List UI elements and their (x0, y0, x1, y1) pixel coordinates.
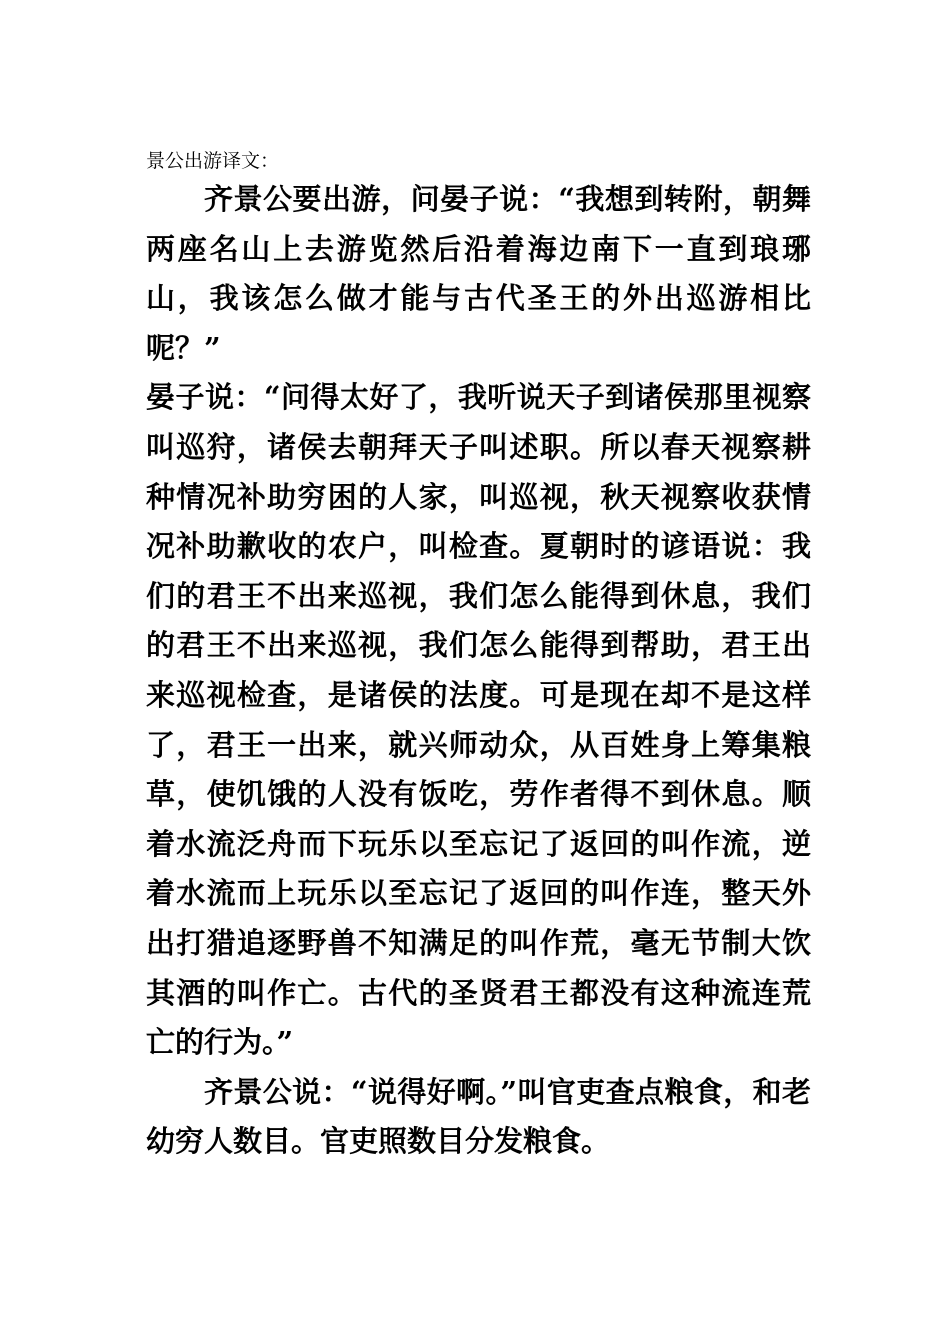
paragraph-jinggong-question: 齐景公要出游，问晏子说：“我想到转附，朝舞两座名山上去游览然后沿着海边南下一直到琅琊山，我该怎么做才能与古代圣王的外出巡游相比呢？” (146, 182, 811, 365)
paragraph-yanzi-answer: 晏子说：“问得太好了，我听说天子到诸侯那里视察叫巡狩，诸侯去朝拜天子叫述职。所以春天视察耕种情况补助穷困的人家，叫巡视，秋天视察收获情况补助歉收的农户，叫检查。夏朝时的谚语说：我们的君王不出来巡视，我们怎么能得到休息，我们的君王不出来巡视，我们怎么能得到帮助，君王出来巡视检查，是诸侯的法度。可是现在却不是这样了，君王一出来，就兴师动众，从百姓身上筹集粮草，使饥饿的人没有饭吃，劳作者得不到休息。顺着水流泛舟而下玩乐以至忘记了返回的叫作流，逆着水流而上玩乐以至忘记了返回的叫作连，整天外出打猎追逐野兽不知满足的叫作荒，毫无节制大饮其酒的叫作亡。古代的圣贤君王都没有这种流连荒亡的行为。” (146, 380, 811, 1060)
paragraph-jinggong-reply: 齐景公说：“说得好啊。”叫官吏查点粮食，和老幼穷人数目。官吏照数目分发粮食。 (146, 1074, 811, 1159)
document-heading: 景公出游译文： (146, 150, 280, 172)
document-body (146, 175, 811, 1167)
